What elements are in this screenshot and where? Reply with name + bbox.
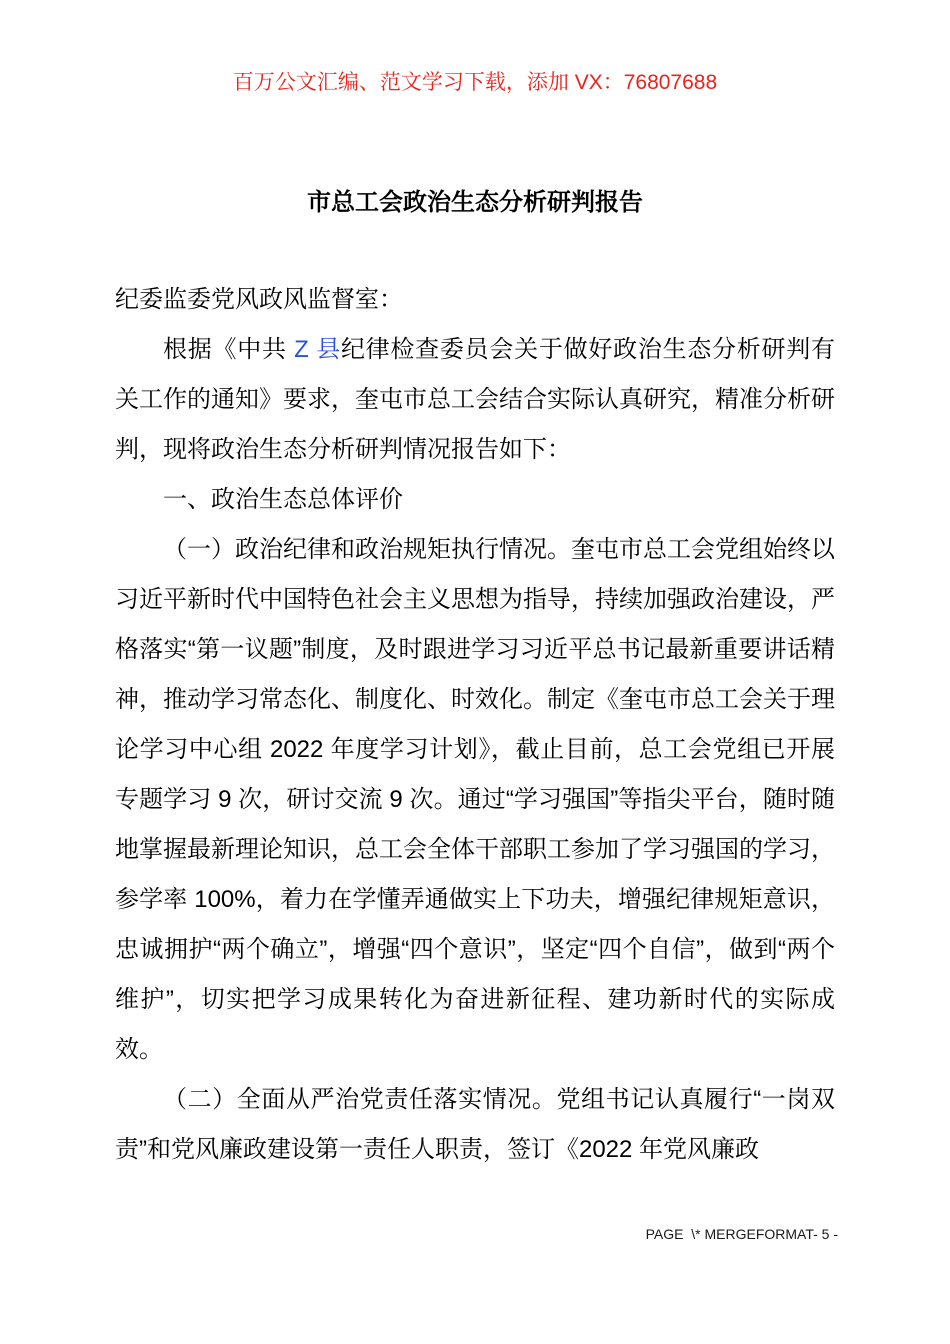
intro-text-after: 纪律检查委员会关于做好政治生态分析研判有关工作的通知》要求，奎屯市总工会结合实际认真研究，精准分析研判，现将政治生态分析研判情况报告如下： [115, 336, 836, 463]
section-1-heading: 一、政治生态总体评价 [163, 486, 403, 513]
intro-text-before: 根据《中共 [163, 336, 295, 363]
document-body [115, 275, 835, 1175]
page-number-field: PAGE \* MERGEFORMAT- 5 - [645, 1226, 838, 1242]
county-placeholder-highlight: Z 县 [294, 336, 341, 363]
intro-paragraph [115, 325, 835, 475]
section-1-paragraph-2: （二）全面从严治党责任落实情况。党组书记认真履行“一岗双责”和党风廉政建设第一责任人职责，签订《2022 年党风廉政 [115, 1086, 835, 1163]
section-1-paragraph-1: （一）政治纪律和政治规矩执行情况。奎屯市总工会党组始终以习近平新时代中国特色社会主义思想为指导，持续加强政治建设，严格落实“第一议题”制度，及时跟进学习习近平总书记最新重要讲话精神，推动学习常态化、制度化、时效化。制定《奎屯市总工会关于理论学习中心组 2022 年度学习计划》，截止目前，总工会党组已开展专题学习 9 次，研讨交流 9 次。通过“学习强国”等指尖平台，随时随地掌握最新理论知识，总工会全体干部职工参加了学习强国的学习，参学率 100%，着力在学懂弄通做实上下功夫，增强纪律规矩意识，忠诚拥护“两个确立”，增强“四个意识”，坚定“四个自信”，做到“两个维护”，切实把学习成果转化为奋进新征程、建功新时代的实际成效。 [115, 536, 835, 1063]
document-title: 市总工会政治生态分析研判报告 [307, 189, 643, 216]
salutation-line: 纪委监委党风政风监督室： [115, 286, 403, 313]
promo-watermark-text: 百万公文汇编、范文学习下载，添加 VX：76807688 [232, 71, 718, 94]
